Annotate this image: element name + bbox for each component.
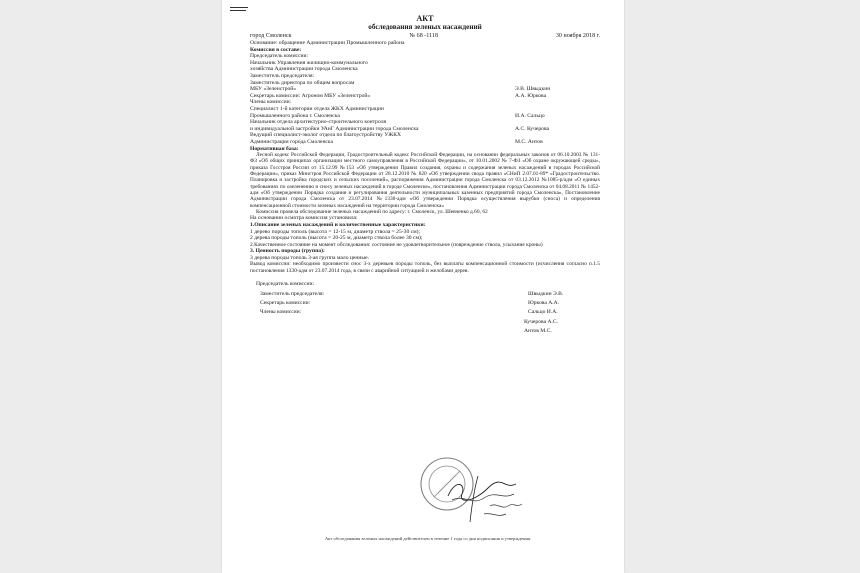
normative-text: Лесной кодекс Российской Федерации, Градостроительный кодекс Российской Федерации, на основании федеральных законов от 06.10.2003 № 131-ФЗ «Об общих принципах организации местного самоуправления в Российской Федерации», от 10.01.2002 № 7-ФЗ «Об охране окружающей среды», приказа Госстроя России от 15.12.99 №153 «Об утверждении Правил создания, охраны и содержания зеленых насаждений в городах Российской Федерации», приказ Минстроя Российской Федерации от 28.12.2010 № 820 «Об утверждении свода правил «СНиП 2.07.01-89* «Градостроительство. Планировка и застройка городских и сельских поселений», распоряжения Администрации города Смоленска от 03.12.2012 №1085-р/адм «О единых требованиях по озеленению и сносу зеленых насаждений в городе Смоленске», постановления Администрации города Смоленска от 04.08.2011 № 1452-адм «Об утверждении Порядка создания и регулирования деятельности муниципальных казенных предприятий города Смоленска», Постановление Администрации города Смоленска от 23.07.2014 №1330-адм «Об утверждении Порядка осуществления вырубки (сноса) и определения компенсационной стоимости зеленых насаждений на территории города Смоленска»: [250, 152, 600, 209]
act-number: № 68 -1118: [409, 33, 439, 39]
sig-deputy-label: Заместитель председателя:: [260, 290, 325, 297]
document-body: [250, 14, 600, 337]
members-label: Члены комиссии:: [250, 99, 292, 106]
header-row: [250, 33, 600, 40]
sig-secretary-name: Юркова А.А.: [528, 300, 560, 307]
signature-row: [250, 290, 600, 299]
member3-row: [250, 139, 600, 146]
member2-desc: и индивидуальной застройки УАиГ Администрации города Смоленска: [250, 125, 419, 132]
member3-desc: Ведущий специалист-эколог отдела по благоустройству УЖКХ: [250, 132, 402, 139]
deputy-label: Заместитель председателя:: [250, 73, 315, 80]
deputy-org: МБУ «Зеленстрой»: [250, 86, 297, 93]
findings-intro: На основании осмотра комиссия установила:: [250, 215, 358, 222]
sig-members-label: Члены комиссии:: [260, 309, 302, 316]
member1-row: [250, 113, 600, 120]
section1-heading: 1.Описание зеленых насаждений и количественные характеристики:: [250, 221, 426, 228]
secretary-name: А.А. Юркова: [515, 92, 547, 99]
footer-note: Акт обследования зеленых насаждений действителен в течение 1 года со дня подписания и утверждения.: [324, 536, 532, 541]
signature-row: [250, 318, 600, 327]
act-date: 30 ноября 2018 г.: [555, 33, 600, 39]
sig-secretary-label: Секретарь комиссии:: [260, 300, 311, 307]
signature-row: [250, 327, 600, 336]
scan-mark: [230, 7, 248, 8]
basis-line: Основание: обращение Администрации Промышленного района: [250, 40, 405, 47]
commission-heading: Комиссия в составе:: [250, 46, 302, 53]
sig-member3-name: Антов М.С.: [524, 328, 552, 335]
signature-row: [250, 280, 600, 289]
member1-desc: Специалист 1-й категории отдела ЖКХ Администрации: [250, 106, 384, 113]
section3-line: 3 дерева породы тополь 3-ая группа мало ценные.: [250, 254, 370, 261]
secretary-desc: Секретарь комиссии: Агроном МБУ «Зеленстрой»: [250, 92, 371, 99]
signature-row: [250, 299, 600, 308]
member1-name: И.А. Сальцо: [515, 112, 545, 119]
handwritten-signatures-icon: [444, 470, 524, 530]
sig-chair-label: Председатель комиссии:: [256, 281, 315, 288]
member3-desc: Администрации города Смоленска: [250, 139, 334, 145]
signature-row: [250, 308, 600, 317]
member2-name: А.С. Кучерова: [515, 125, 550, 132]
conclusion-text: Вывод комиссии: необходимо произвести снос 3-х деревьев породы тополь, без выплаты компенсационной стоимости (исчисления согласно п.1.5 постановления 1330-адм от 23.07.2014 года, в связи с аварийной ситуацией и желобами дерев.: [250, 261, 600, 274]
member3-name: М.С. Антов: [515, 139, 543, 145]
scan-mark: [230, 10, 246, 11]
normative-heading: Нормативная база:: [250, 145, 299, 152]
deputy-row: [250, 86, 600, 93]
section3-heading: 3. Ценность породы (группа):: [250, 248, 325, 255]
deputy-name: Э.В. Швыдкин: [515, 86, 551, 93]
chair-label: Председатель комиссии:: [250, 53, 309, 60]
inspection-text: Комиссия провела обследование зеленых насаждений по адресу: г. Смоленск, ул. Шевченко д.60, 62: [256, 208, 488, 215]
member1-desc: Промышленного района г. Смоленска: [250, 112, 340, 119]
sig-member2-name: Кучерова А.С.: [524, 318, 559, 325]
chair-desc: Начальник Управления жилищно-коммунального: [250, 59, 368, 66]
sig-deputy-name: Швыдкин Э.В.: [528, 290, 564, 297]
secretary-row: [250, 93, 600, 100]
member2-row: [250, 126, 600, 133]
chair-desc: хозяйства Администрации города Смоленска: [250, 66, 358, 73]
section1-line: 1 дерево породы тополь (высота = 12-15 м, диаметр ствола = 25-30 см);: [250, 228, 421, 235]
document-subtitle: обследования зеленых насаждений: [368, 23, 482, 31]
document-title: АКТ: [416, 14, 434, 23]
city: город Смоленск: [250, 33, 292, 39]
document-page: [222, 0, 624, 573]
section1-line: 2 дерева породы тополь (высота = 20-25 м, диаметр ствола более 30 см);: [250, 235, 423, 242]
member2-desc: Начальник отдела архитектурно-строительного контроля: [250, 119, 387, 126]
sig-member1-name: Сальцо И.А.: [528, 309, 558, 316]
deputy-desc: Заместитель директора по общим вопросам: [250, 79, 355, 86]
section2-text: 2.Качественное состояние на момент обследования: состояние не удовлетворительное (повреждение ствола, усыхание кроны): [250, 241, 543, 248]
